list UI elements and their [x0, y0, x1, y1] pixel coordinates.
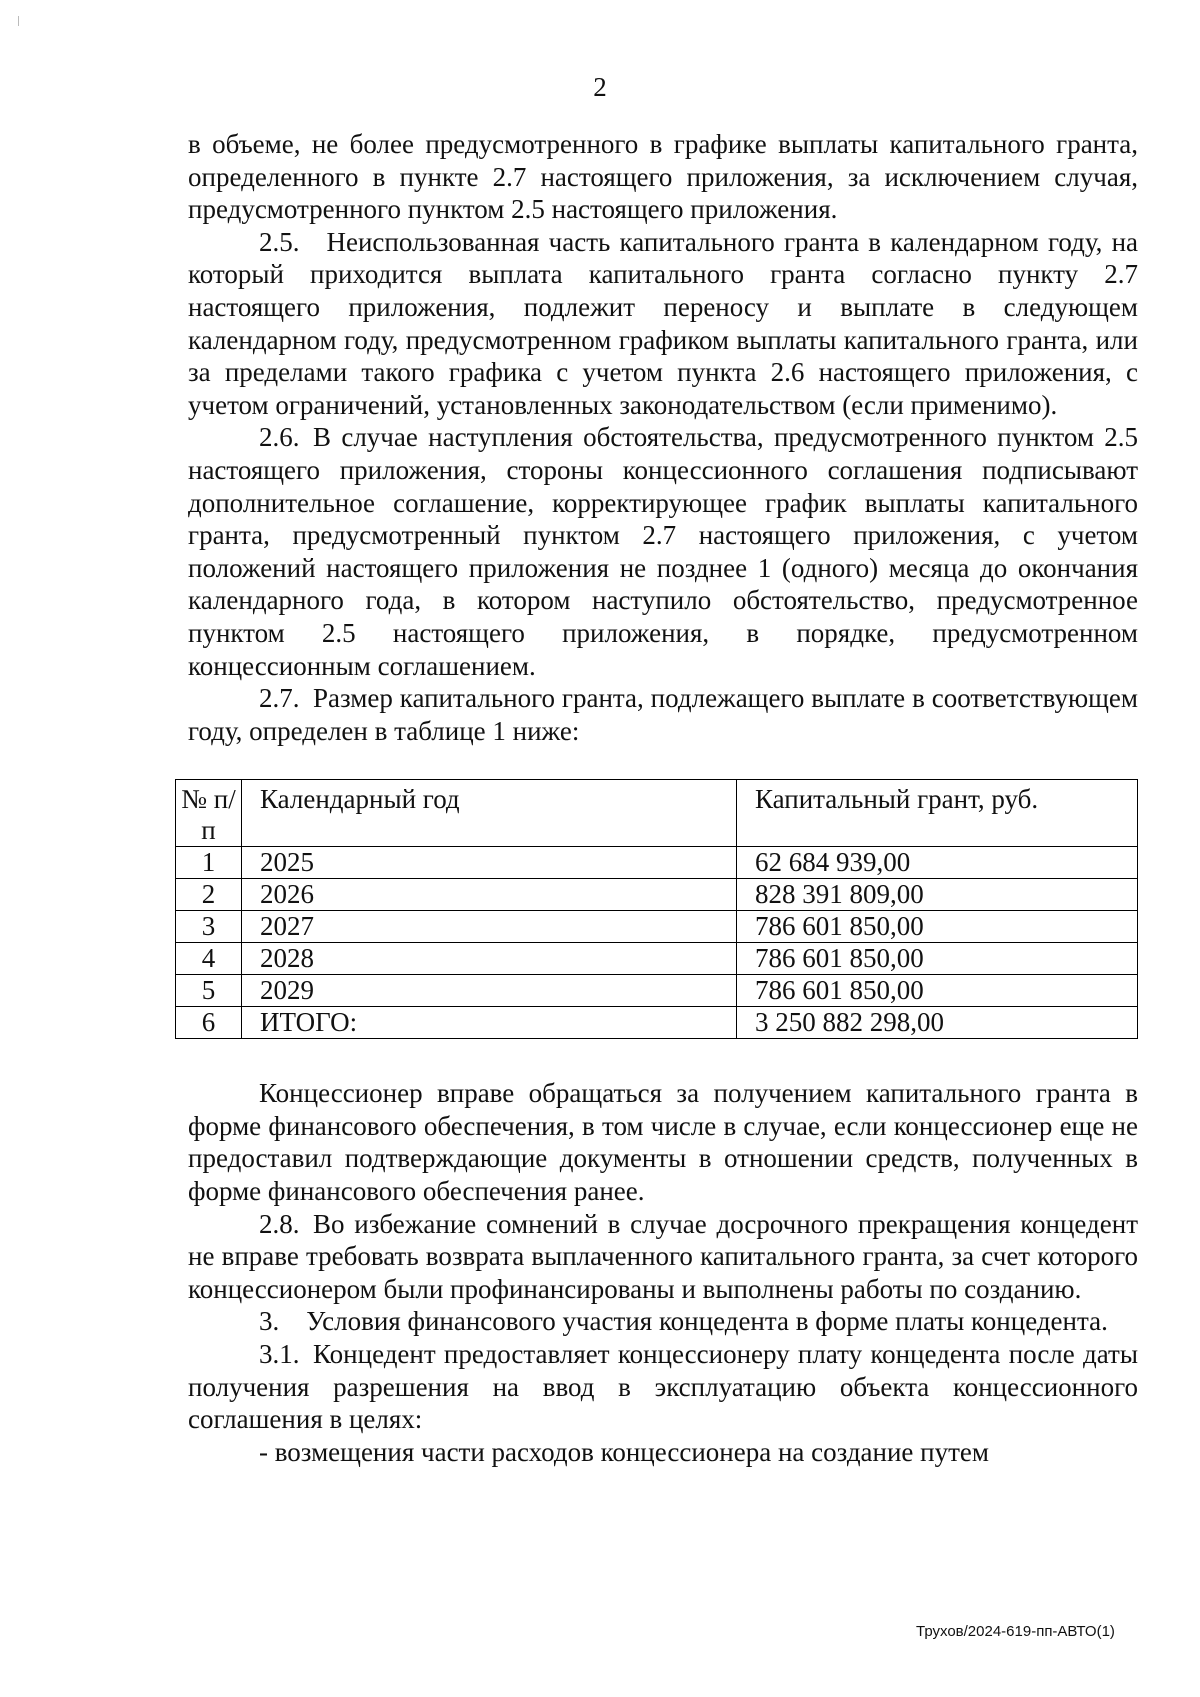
list-item-reimbursement: - возмещения части расходов концессионера на создание путем — [259, 1436, 989, 1467]
row-grant-amount: 62 684 939,00 — [737, 847, 1138, 879]
row-grant-amount: 786 601 850,00 — [737, 911, 1138, 943]
row-number: 3 — [176, 911, 242, 943]
row-number: 1 — [176, 847, 242, 879]
document-body — [181, 128, 1138, 1468]
section-3-heading: 3. Условия финансового участия концедента в форме платы концедента. — [259, 1306, 1108, 1337]
row-year: 2025 — [242, 847, 737, 879]
row-year: 2026 — [242, 879, 737, 911]
page-number: 2 — [593, 72, 607, 102]
row-year: 2029 — [242, 975, 737, 1007]
header-calendar-year: Календарный год — [242, 780, 737, 847]
table-row — [176, 911, 1138, 943]
table-row — [176, 847, 1138, 879]
paragraph-continuation: в объеме, не более предусмотренного в графике выплаты капитального гранта, определенного в пункте 2.7 настоящего приложения, за исключением случая, предусмотренного пунктом 2.5 настоящего приложения. — [188, 129, 1138, 225]
row-number: 6 — [176, 1007, 242, 1039]
table-row — [176, 943, 1138, 975]
paragraph-2-8: 2.8. Во избежание сомнений в случае досрочного прекращения концедент не вправе требовать возврата выплаченного капитального гранта, за счет которого концессионером были профинансированы и выполнены работы по созданию. — [188, 1208, 1138, 1304]
paragraph-3-1: 3.1. Концедент предоставляет концессионеру плату концедента после даты получения разрешения на ввод в эксплуатацию объекта концессионного соглашения в целях: — [188, 1339, 1138, 1435]
paragraph-2-7: 2.7. Размер капитального гранта, подлежащего выплате в соответствующем году, определен в таблице 1 ниже: — [188, 683, 1138, 746]
row-grant-amount: 828 391 809,00 — [737, 879, 1138, 911]
row-grant-amount: 786 601 850,00 — [737, 975, 1138, 1007]
scan-artifact — [18, 16, 19, 26]
header-number: № п/п — [176, 780, 242, 847]
row-grant-amount: 786 601 850,00 — [737, 943, 1138, 975]
row-number: 4 — [176, 943, 242, 975]
capital-grant-table — [175, 779, 1138, 1039]
row-number: 2 — [176, 879, 242, 911]
table-header-row — [176, 780, 1138, 847]
paragraph-2-6: 2.6. В случае наступления обстоятельства, предусмотренного пунктом 2.5 настоящего приложения, стороны концессионного соглашения подписывают дополнительное соглашение, корректирующее график выплаты капитального гранта, предусмотренный пунктом 2.7 настоящего приложения, с учетом положений настоящего приложения не позднее 1 (одного) месяца до окончания календарного года, в котором наступило обстоятельство, предусмотренное пунктом 2.5 настоящего приложения, в порядке, предусмотренном концессионным соглашением. — [188, 422, 1138, 681]
table-total-row — [176, 1007, 1138, 1039]
table-row — [176, 975, 1138, 1007]
row-year: 2028 — [242, 943, 737, 975]
header-capital-grant: Капитальный грант, руб. — [737, 780, 1138, 847]
paragraph-financial-security: Концессионер вправе обращаться за получением капитального гранта в форме финансового обеспечения, в том числе в случае, если концессионер еще не предоставил подтверждающие документы в отношении средств, полученных в форме финансового обеспечения ранее. — [188, 1078, 1138, 1207]
row-total-amount: 3 250 882 298,00 — [737, 1007, 1138, 1039]
row-year: 2027 — [242, 911, 737, 943]
table-row — [176, 879, 1138, 911]
document-code: Трухов/2024-619-пп-АВТО(1) — [916, 1623, 1115, 1640]
row-number: 5 — [176, 975, 242, 1007]
paragraph-2-5: 2.5. Неиспользованная часть капитального гранта в календарном году, на который приходится выплата капитального гранта согласно пункту 2.7 настоящего приложения, подлежит переносу и выплате в следующем календарном году, предусмотренном графиком выплаты капитального гранта, или за пределами такого графика с учетом пункта 2.6 настоящего приложения, с учетом ограничений, установленных законодательством (если применимо). — [188, 226, 1138, 420]
row-total-label: ИТОГО: — [242, 1007, 737, 1039]
